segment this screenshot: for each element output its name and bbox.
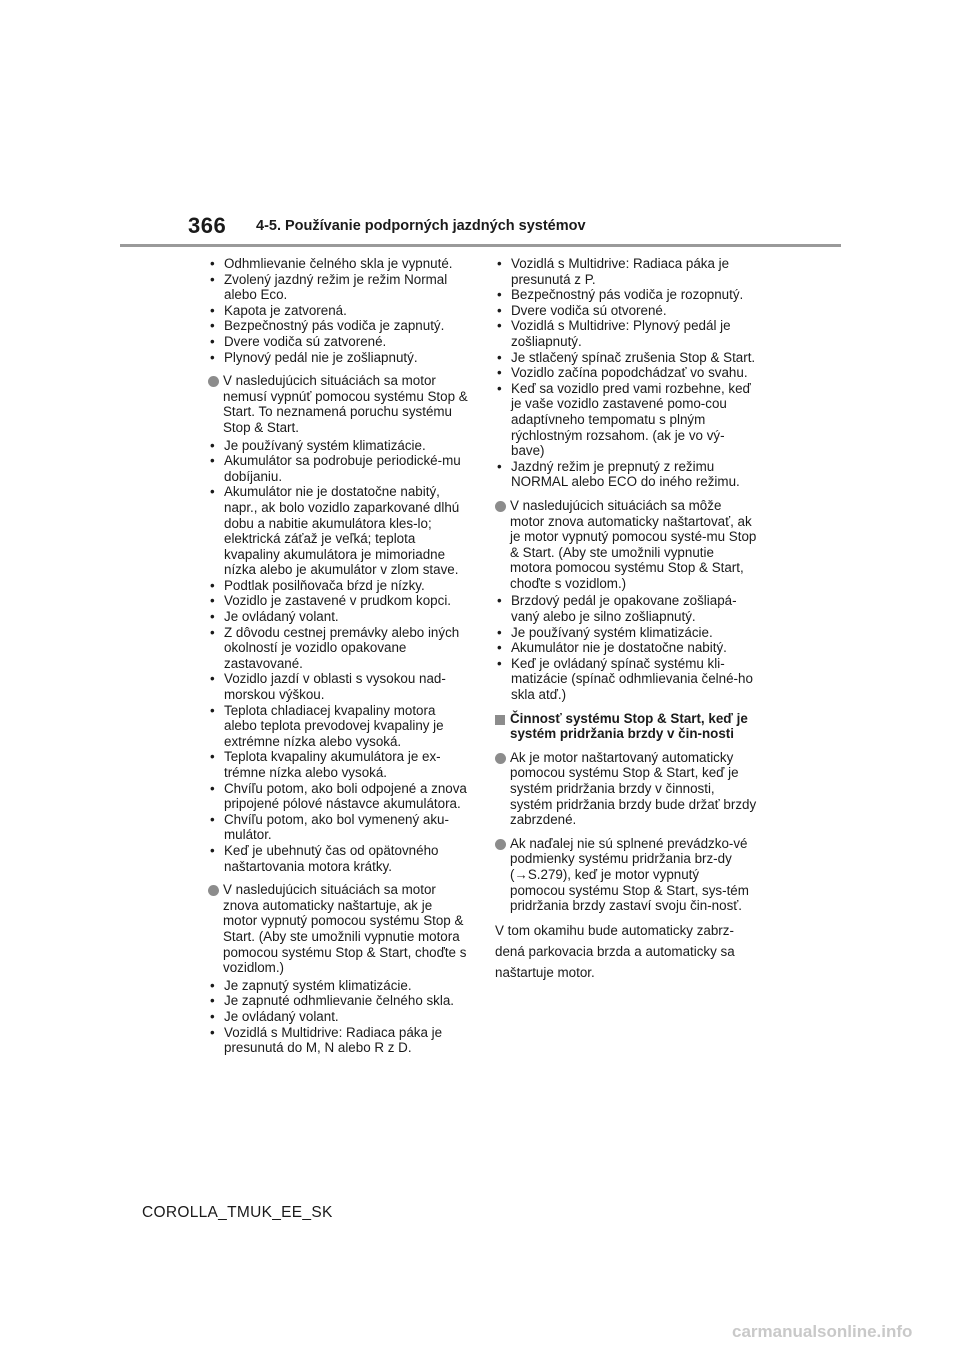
list-item: • Je zapnutý systém klimatizácie. xyxy=(208,978,470,994)
circle-bullet-icon xyxy=(495,753,506,764)
heading-text: Činnosť systému Stop & Start, keď je systém pridržania brzdy v čin-nosti xyxy=(510,710,748,742)
paragraph-text: Ak je motor naštartovaný automaticky pomocou systému Stop & Start, keď je systém pridržania brzdy v činnosti, systém pridržania brzdy bude držať brzdy zabrzdené. xyxy=(510,749,757,828)
left-column xyxy=(208,256,470,1064)
list-item: • Dvere vodiča sú zatvorené. xyxy=(208,334,470,350)
circle-bullet-icon xyxy=(208,885,219,896)
paragraph xyxy=(495,498,757,592)
subsection-heading xyxy=(495,711,757,742)
list-item: • Chvíľu potom, ako bol vymenený aku-mulátor. xyxy=(208,812,470,843)
list-item: • Keď je ubehnutý čas od opätovného naštartovania motora krátky. xyxy=(208,843,470,874)
paragraph xyxy=(495,836,757,914)
list-item: • Kapota je zatvorená. xyxy=(208,303,470,319)
paragraph-text: V nasledujúcich situáciách sa môže motor znova automaticky naštartovať, ak je motor vypnutý pomocou systé-mu Stop & Start. (Aby ste umožnili vypnutie motora pomocou systému Stop & Start, choďte s vozidlom.) xyxy=(510,497,757,591)
circle-bullet-icon xyxy=(208,376,219,387)
paragraph-text: Ak naďalej nie sú splnené prevádzko-vé podmienky systému pridržania brz-dy (→S.279), keď je motor vypnutý pomocou systému Stop & Start, sys-tém pridržania brzdy zastaví svoju čin-nosť. xyxy=(510,835,749,914)
list-item: • Je používaný systém klimatizácie. xyxy=(208,438,470,454)
bullet-list xyxy=(495,593,757,702)
list-item: • Je zapnuté odhmlievanie čelného skla. xyxy=(208,993,470,1009)
list-item: • Odhmlievanie čelného skla je vypnuté. xyxy=(208,256,470,272)
paragraph xyxy=(208,882,470,976)
list-item: • Dvere vodiča sú otvorené. xyxy=(495,303,757,319)
page-header xyxy=(0,0,960,250)
list-item: • Akumulátor nie je dostatočne nabitý. xyxy=(495,640,757,656)
list-item: • Bezpečnostný pás vodiča je zapnutý. xyxy=(208,318,470,334)
list-item: • Plynový pedál nie je zošliapnutý. xyxy=(208,350,470,366)
right-column xyxy=(495,256,757,983)
bullet-list xyxy=(208,978,470,1056)
list-item: • Vozidlo je zastavené v prudkom kopci. xyxy=(208,593,470,609)
page-number: 366 xyxy=(188,213,227,238)
footer-model-code: COROLLA_TMUK_EE_SK xyxy=(142,1204,333,1221)
watermark: carmanualsonline.info xyxy=(732,1322,913,1341)
paragraph-text: V nasledujúcich situáciách sa motor znova automaticky naštartuje, ak je motor vypnutý pomocou systému Stop & Start. (Aby ste umožnili vypnutie motora pomocou systému Stop & Start, choďte s vozidlom.) xyxy=(223,882,467,976)
bullet-list xyxy=(208,438,470,875)
circle-bullet-icon xyxy=(495,839,506,850)
bullet-list xyxy=(495,256,757,490)
list-item: • Vozidlá s Multidrive: Radiaca páka je presunutá do M, N alebo R z D. xyxy=(208,1025,470,1056)
list-item: • Je stlačený spínač zrušenia Stop & Start. xyxy=(495,350,757,366)
list-item: • Chvíľu potom, ako boli odpojené a znova pripojené pólové nástavce akumulátora. xyxy=(208,781,470,812)
list-item: • Akumulátor nie je dostatočne nabitý, napr., ak bolo vozidlo zaparkované dlhú dobu a nabitie akumulátora kles-lo; elektrická záťaž je veľká; teplota kvapaliny akumulátora je mimoriadne nízka alebo je akumulátor v zlom stave. xyxy=(208,484,470,578)
square-bullet-icon xyxy=(495,715,505,725)
list-item: • Vozidlá s Multidrive: Radiaca páka je presunutá z P. xyxy=(495,256,757,287)
paragraph-text: V nasledujúcich situáciách sa motor nemusí vypnúť pomocou systému Stop & Start. To neznamená poruchu systému Stop & Start. xyxy=(223,373,468,435)
list-item: • Je ovládaný volant. xyxy=(208,609,470,625)
list-item: • Brzdový pedál je opakovane zošliapá-vaný alebo je silno zošliapnutý. xyxy=(495,593,757,624)
paragraph-plain: V tom okamihu bude automaticky zabrz-dená parkovacia brzda a automaticky sa naštartuje motor. xyxy=(495,922,735,980)
list-item: • Vozidlo začína popodchádzať vo svahu. xyxy=(495,365,757,381)
paragraph xyxy=(495,750,757,828)
list-item: • Zvolený jazdný režim je režim Normal alebo Eco. xyxy=(208,272,470,303)
list-item: • Keď je ovládaný spínač systému kli-matizácie (spínač odhmlievania čelné-ho skla atď.) xyxy=(495,656,757,703)
list-item: • Jazdný režim je prepnutý z režimu NORMAL alebo ECO do iného režimu. xyxy=(495,459,757,490)
list-item: • Vozidlo jazdí v oblasti s vysokou nad-morskou výškou. xyxy=(208,671,470,702)
circle-bullet-icon xyxy=(495,501,506,512)
list-item: • Je používaný systém klimatizácie. xyxy=(495,625,757,641)
list-item: • Akumulátor sa podrobuje periodické-mu dobíjaniu. xyxy=(208,453,470,484)
list-item: • Je ovládaný volant. xyxy=(208,1009,470,1025)
list-item: • Bezpečnostný pás vodiča je rozopnutý. xyxy=(495,287,757,303)
list-item: • Teplota kvapaliny akumulátora je ex-trémne nízka alebo vysoká. xyxy=(208,749,470,780)
list-item: • Keď sa vozidlo pred vami rozbehne, keď je vaše vozidlo zastavené pomo-cou adaptívneho tempomatu s plným rýchlostným rozsahom. (ak je vo vý-bave) xyxy=(495,381,757,459)
list-item: • Teplota chladiacej kvapaliny motora alebo teplota prevodovej kvapaliny je extrémne nízka alebo vysoká. xyxy=(208,703,470,750)
list-item: • Vozidlá s Multidrive: Plynový pedál je zošliapnutý. xyxy=(495,318,757,349)
header-rule xyxy=(120,244,841,247)
list-item: • Z dôvodu cestnej premávky alebo iných okolností je vozidlo opakovane zastavované. xyxy=(208,625,470,672)
list-item: • Podtlak posilňovača bŕzd je nízky. xyxy=(208,578,470,594)
section-title: 4-5. Používanie podporných jazdných systémov xyxy=(256,218,586,234)
paragraph xyxy=(208,373,470,435)
bullet-list xyxy=(208,256,470,365)
